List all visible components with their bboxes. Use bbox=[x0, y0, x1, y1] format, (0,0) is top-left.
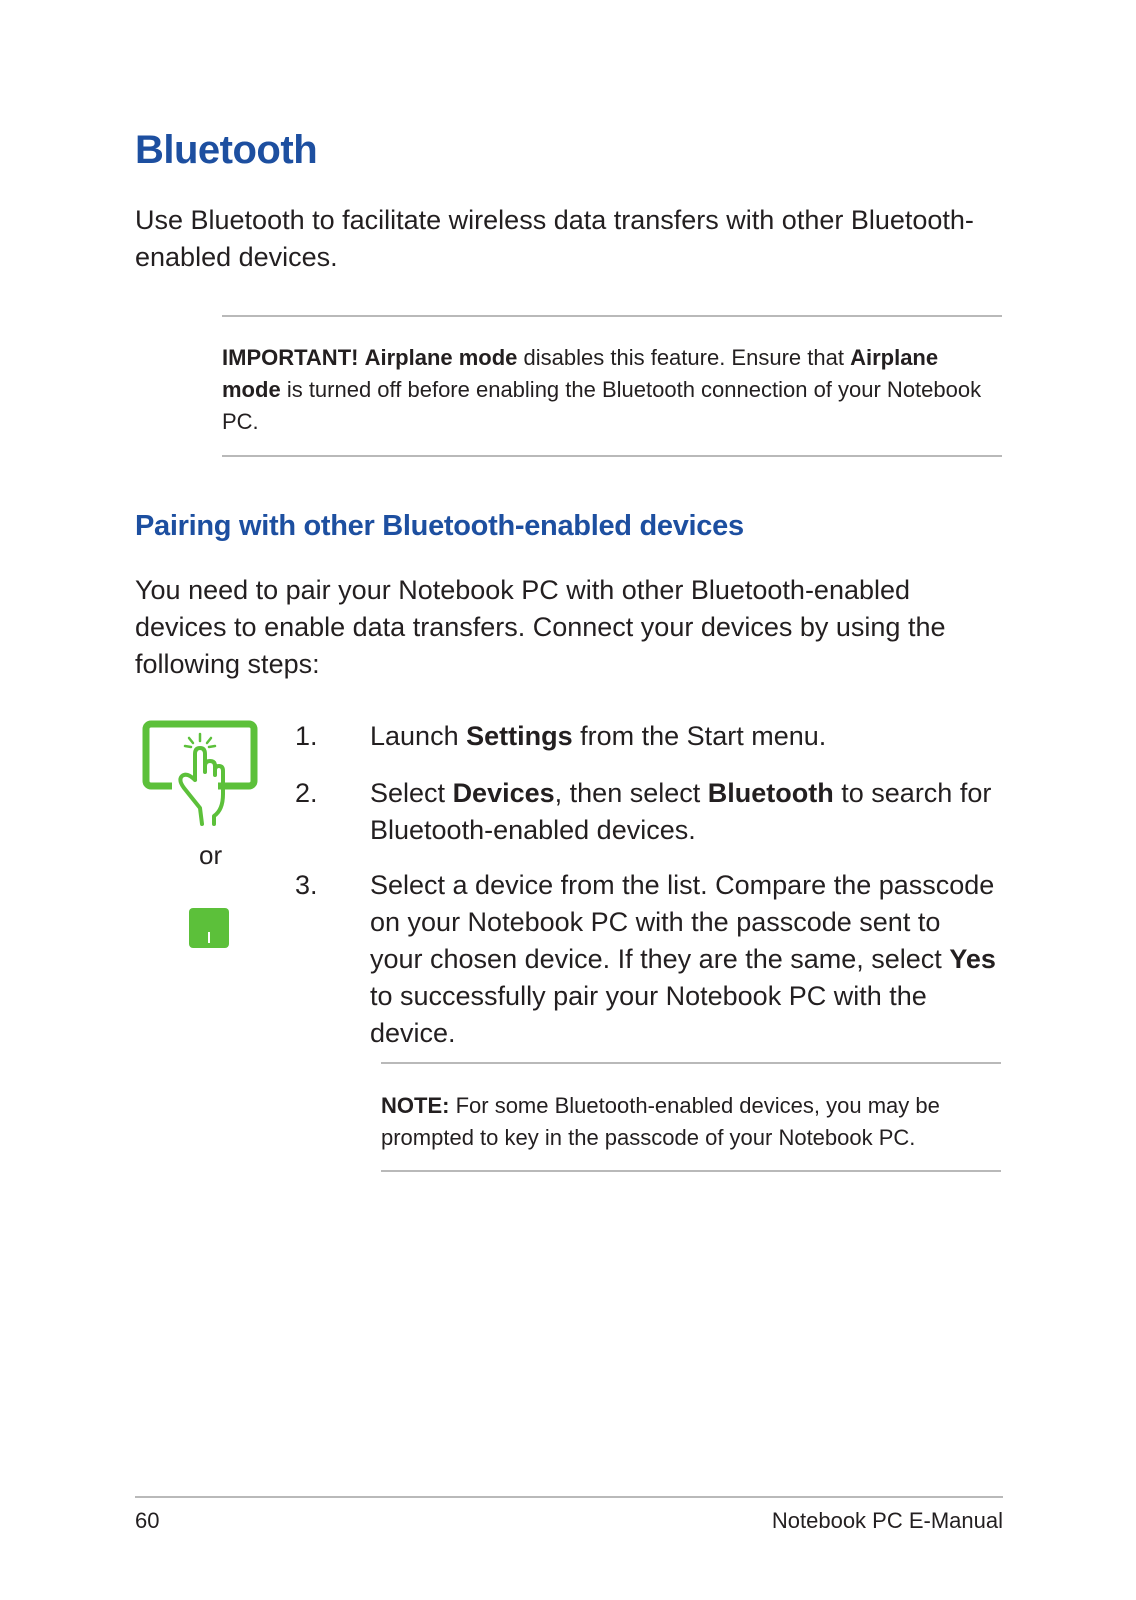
important-bottom-divider bbox=[222, 455, 1002, 457]
footer-divider bbox=[135, 1496, 1003, 1498]
step-2-mid: , then select bbox=[554, 778, 701, 808]
or-label: or bbox=[199, 840, 223, 870]
page-number: 60 bbox=[135, 1508, 160, 1533]
step-number: 3. bbox=[295, 870, 318, 900]
step-3-yes: Yes bbox=[949, 944, 996, 974]
section-body: You need to pair your Notebook PC with other Bluetooth-enabled devices to enable data transfers. Connect your devices by using the following steps: bbox=[135, 575, 946, 679]
step-3-pre: Select a device from the list. Compare the passcode on your Notebook PC with the passcode sent to your chosen device. If they are the same, select bbox=[370, 870, 995, 974]
step-3-text bbox=[370, 867, 1000, 1052]
touchpad-key-icon bbox=[189, 908, 229, 948]
step-2-text bbox=[370, 775, 1000, 849]
step-1-post: from the Start menu. bbox=[580, 721, 827, 751]
important-text-1: disables this feature. Ensure that bbox=[523, 345, 844, 370]
step-number: 1. bbox=[295, 721, 318, 751]
section-subtitle: Pairing with other Bluetooth-enabled devices bbox=[135, 510, 744, 542]
important-top-divider bbox=[222, 315, 1002, 317]
intro-paragraph: Use Bluetooth to facilitate wireless data transfers with other Bluetooth-enabled devices. bbox=[135, 205, 974, 272]
step-2-bluetooth: Bluetooth bbox=[707, 778, 834, 808]
note-text: For some Bluetooth-enabled devices, you may be prompted to key in the passcode of your Notebook PC. bbox=[381, 1093, 940, 1150]
important-text-2: is turned off before enabling the Bluetooth connection of your Notebook PC. bbox=[222, 377, 982, 434]
step-number: 2. bbox=[295, 778, 318, 808]
note-callout bbox=[381, 1090, 1001, 1154]
important-term-1: Airplane mode bbox=[364, 345, 518, 370]
step-1-settings: Settings bbox=[466, 721, 573, 751]
note-bottom-divider bbox=[381, 1170, 1001, 1172]
tablet-touch-gesture-icon bbox=[142, 720, 260, 828]
step-3-post: to successfully pair your Notebook PC with the device. bbox=[370, 981, 927, 1048]
step-1-text bbox=[370, 718, 1000, 755]
note-label: NOTE: bbox=[381, 1093, 450, 1118]
manual-title: Notebook PC E-Manual bbox=[771, 1508, 1003, 1533]
step-1-pre: Launch bbox=[370, 721, 459, 751]
page-title: Bluetooth bbox=[135, 128, 318, 172]
step-2-pre: Select bbox=[370, 778, 446, 808]
step-2-post: to search for Bluetooth-enabled devices. bbox=[370, 778, 992, 845]
note-top-divider bbox=[381, 1062, 1001, 1064]
important-term-2: Airplane mode bbox=[222, 345, 939, 402]
important-label: IMPORTANT! bbox=[222, 345, 359, 370]
step-2-devices: Devices bbox=[452, 778, 555, 808]
important-notice bbox=[222, 342, 1002, 438]
